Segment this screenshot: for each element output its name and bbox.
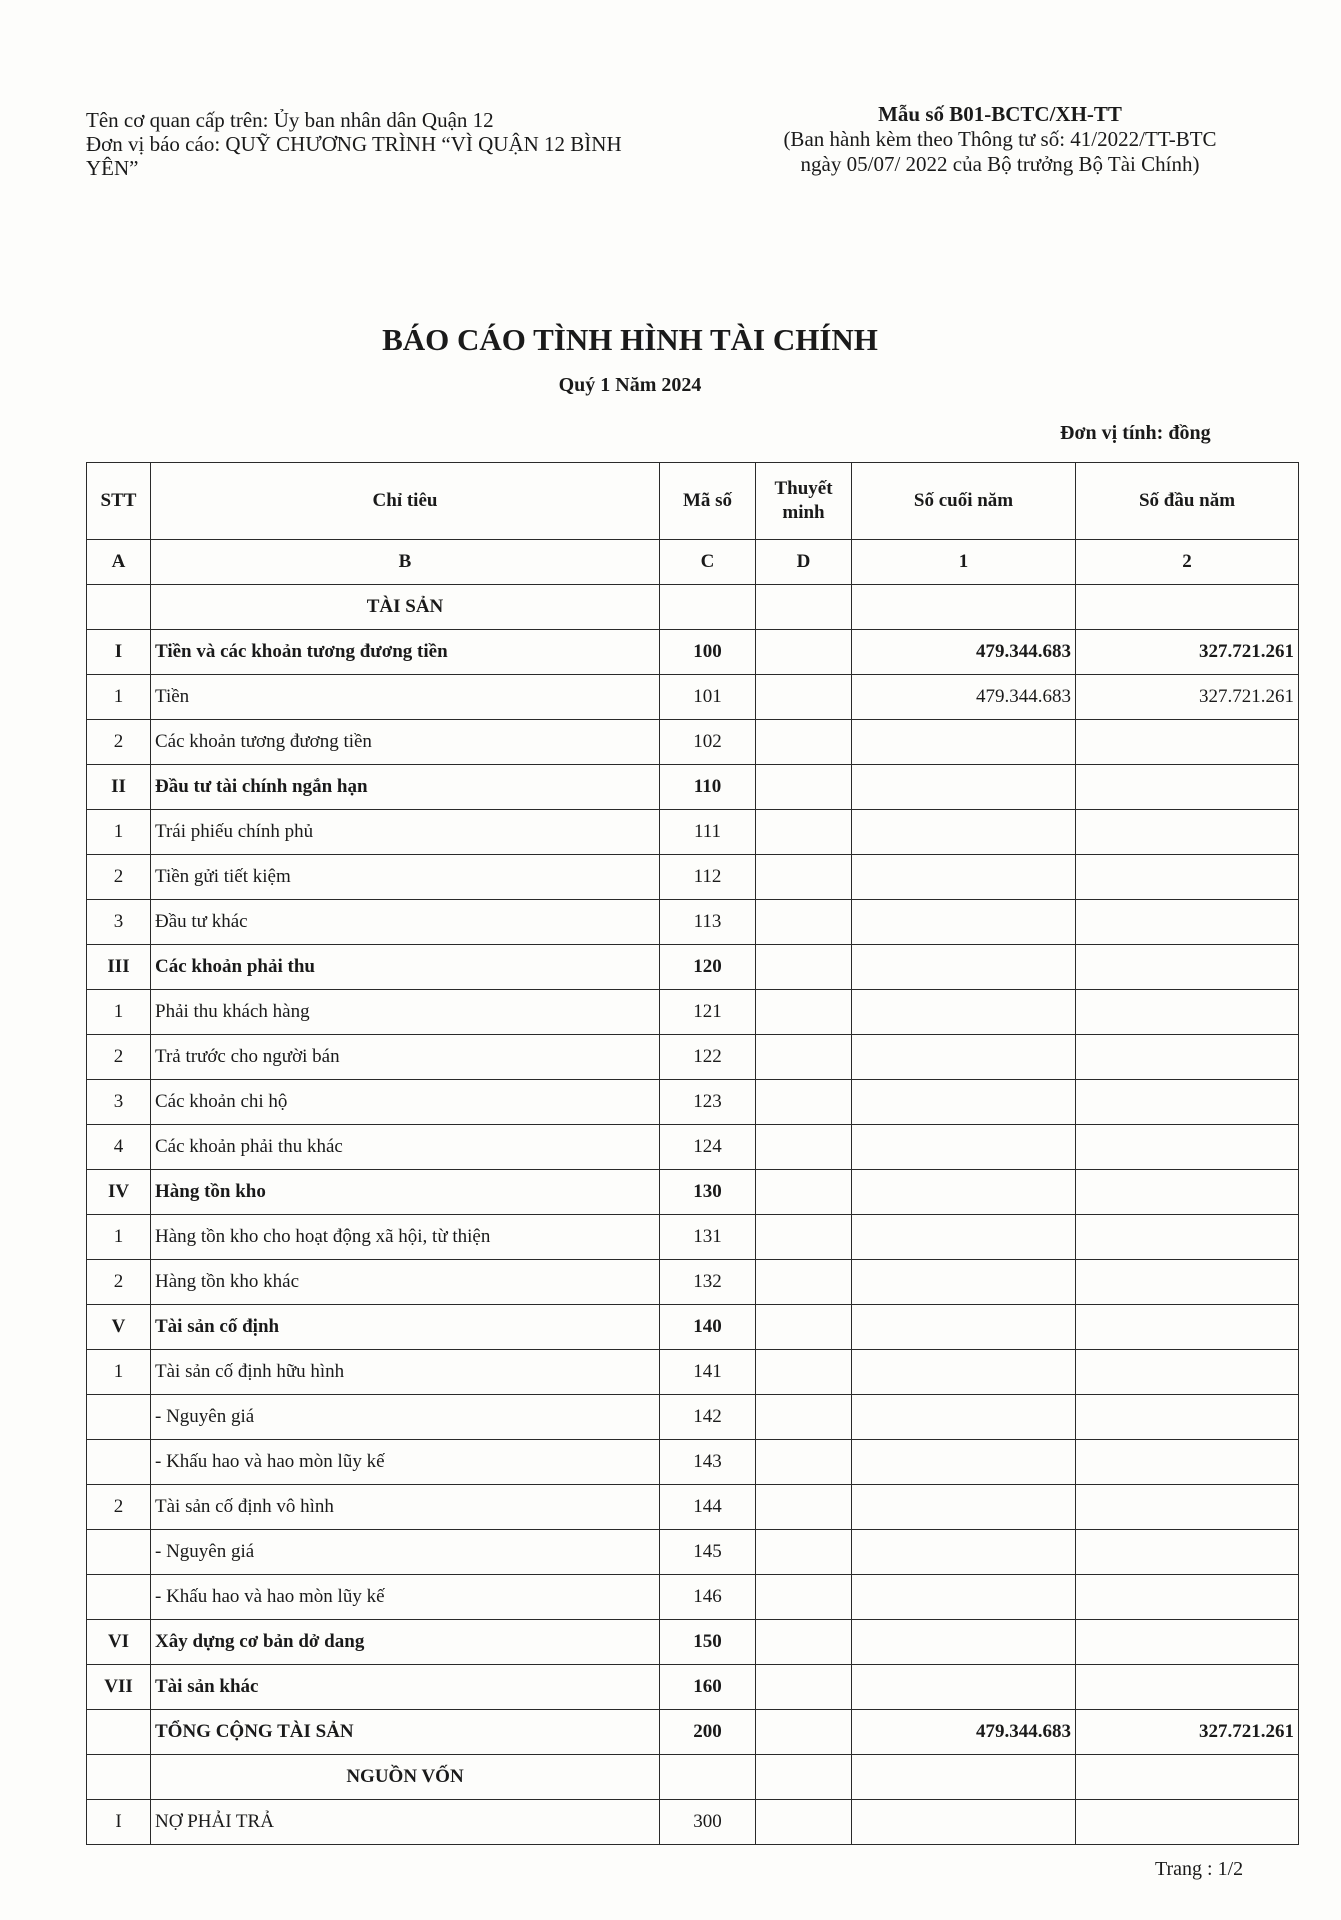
- row-stt: [87, 1710, 151, 1755]
- row-stt: 2: [87, 855, 151, 900]
- table-row: [87, 720, 1299, 765]
- row-end-value: 479.344.683: [852, 1710, 1076, 1755]
- row-begin-value: [1076, 1800, 1299, 1845]
- row-end-value: [852, 1170, 1076, 1215]
- row-indicator: Tiền gửi tiết kiệm: [151, 855, 660, 900]
- row-stt: 2: [87, 1485, 151, 1530]
- row-stt: I: [87, 630, 151, 675]
- row-note: [756, 585, 852, 630]
- row-stt: 1: [87, 990, 151, 1035]
- table-row: [87, 1260, 1299, 1305]
- row-stt: 1: [87, 675, 151, 720]
- report-period: Quý 1 Năm 2024: [558, 374, 702, 396]
- row-indicator: Hàng tồn kho: [151, 1170, 660, 1215]
- table-row: [87, 1530, 1299, 1575]
- letter-2: 2: [1076, 540, 1299, 585]
- row-indicator: Các khoản chi hộ: [151, 1080, 660, 1125]
- table-row: [87, 765, 1299, 810]
- table-row: [87, 1440, 1299, 1485]
- col-indicator: Chỉ tiêu: [151, 463, 660, 540]
- row-begin-value: [1076, 1350, 1299, 1395]
- row-begin-value: [1076, 900, 1299, 945]
- row-note: [756, 675, 852, 720]
- report-title: BÁO CÁO TÌNH HÌNH TÀI CHÍNH: [382, 322, 878, 357]
- row-indicator: Hàng tồn kho cho hoạt động xã hội, từ thiện: [151, 1215, 660, 1260]
- row-end-value: [852, 1215, 1076, 1260]
- row-note: [756, 1440, 852, 1485]
- row-begin-value: [1076, 1305, 1299, 1350]
- row-stt: IV: [87, 1170, 151, 1215]
- row-code: 200: [660, 1710, 756, 1755]
- table-header-row: [87, 463, 1299, 540]
- row-note: [756, 1350, 852, 1395]
- table-row: [87, 945, 1299, 990]
- row-stt: [87, 1440, 151, 1485]
- row-code: 140: [660, 1305, 756, 1350]
- row-end-value: [852, 1575, 1076, 1620]
- row-begin-value: [1076, 1260, 1299, 1305]
- row-code: 300: [660, 1800, 756, 1845]
- row-stt: 3: [87, 900, 151, 945]
- col-code: Mã số: [660, 463, 756, 540]
- row-indicator: TỔNG CỘNG TÀI SẢN: [151, 1710, 660, 1755]
- row-code: 110: [660, 765, 756, 810]
- row-end-value: [852, 765, 1076, 810]
- row-stt: 1: [87, 810, 151, 855]
- row-end-value: [852, 1440, 1076, 1485]
- row-stt: I: [87, 1800, 151, 1845]
- row-begin-value: [1076, 1215, 1299, 1260]
- row-code: 144: [660, 1485, 756, 1530]
- row-code: 142: [660, 1395, 756, 1440]
- header-left: [86, 108, 726, 180]
- row-code: 141: [660, 1350, 756, 1395]
- table-row: [87, 810, 1299, 855]
- row-indicator: NỢ PHẢI TRẢ: [151, 1800, 660, 1845]
- row-end-value: [852, 1035, 1076, 1080]
- row-code: 113: [660, 900, 756, 945]
- table-row: [87, 1125, 1299, 1170]
- col-begin-year: Số đầu năm: [1076, 463, 1299, 540]
- row-end-value: [852, 720, 1076, 765]
- row-stt: [87, 585, 151, 630]
- row-note: [756, 765, 852, 810]
- reporting-unit-line2: YÊN”: [86, 156, 139, 180]
- col-stt: STT: [87, 463, 151, 540]
- row-end-value: [852, 855, 1076, 900]
- row-note: [756, 1125, 852, 1170]
- row-code: 145: [660, 1530, 756, 1575]
- row-indicator: Tài sản cố định vô hình: [151, 1485, 660, 1530]
- row-stt: V: [87, 1305, 151, 1350]
- row-end-value: [852, 1755, 1076, 1800]
- table-row: [87, 1170, 1299, 1215]
- row-code: 102: [660, 720, 756, 765]
- row-indicator: Các khoản phải thu: [151, 945, 660, 990]
- table-row: [87, 1665, 1299, 1710]
- row-stt: VI: [87, 1620, 151, 1665]
- row-note: [756, 1215, 852, 1260]
- table-row: [87, 1395, 1299, 1440]
- row-stt: 2: [87, 1035, 151, 1080]
- row-begin-value: 327.721.261: [1076, 675, 1299, 720]
- row-note: [756, 1035, 852, 1080]
- row-indicator: Tài sản khác: [151, 1665, 660, 1710]
- table-row: [87, 1710, 1299, 1755]
- row-note: [756, 855, 852, 900]
- row-indicator: Đầu tư khác: [151, 900, 660, 945]
- row-end-value: [852, 1080, 1076, 1125]
- row-begin-value: [1076, 1125, 1299, 1170]
- row-code: 111: [660, 810, 756, 855]
- row-code: 150: [660, 1620, 756, 1665]
- row-indicator: Các khoản tương đương tiền: [151, 720, 660, 765]
- row-indicator: - Khấu hao và hao mòn lũy kế: [151, 1575, 660, 1620]
- row-code: 122: [660, 1035, 756, 1080]
- row-note: [756, 810, 852, 855]
- row-begin-value: [1076, 1755, 1299, 1800]
- row-stt: 2: [87, 720, 151, 765]
- row-begin-value: [1076, 1620, 1299, 1665]
- row-indicator: Tiền: [151, 675, 660, 720]
- row-begin-value: [1076, 765, 1299, 810]
- row-begin-value: [1076, 1080, 1299, 1125]
- row-indicator: Tài sản cố định hữu hình: [151, 1350, 660, 1395]
- row-begin-value: [1076, 1395, 1299, 1440]
- row-begin-value: [1076, 1035, 1299, 1080]
- row-note: [756, 1530, 852, 1575]
- row-stt: II: [87, 765, 151, 810]
- currency-unit: Đơn vị tính: đồng: [1060, 422, 1211, 444]
- row-indicator: Phải thu khách hàng: [151, 990, 660, 1035]
- row-begin-value: [1076, 720, 1299, 765]
- page-number: Trang : 1/2: [1155, 1858, 1244, 1880]
- row-end-value: 479.344.683: [852, 675, 1076, 720]
- row-end-value: 479.344.683: [852, 630, 1076, 675]
- letter-1: 1: [852, 540, 1076, 585]
- row-begin-value: 327.721.261: [1076, 1710, 1299, 1755]
- row-begin-value: [1076, 1665, 1299, 1710]
- row-end-value: [852, 900, 1076, 945]
- letter-b: B: [151, 540, 660, 585]
- row-code: 100: [660, 630, 756, 675]
- row-note: [756, 1620, 852, 1665]
- letter-d: D: [756, 540, 852, 585]
- table-row: [87, 1350, 1299, 1395]
- row-begin-value: [1076, 855, 1299, 900]
- row-note: [756, 1305, 852, 1350]
- row-note: [756, 990, 852, 1035]
- row-stt: 2: [87, 1260, 151, 1305]
- row-begin-value: [1076, 1440, 1299, 1485]
- row-end-value: [852, 1260, 1076, 1305]
- row-end-value: [852, 1485, 1076, 1530]
- table-row: [87, 1215, 1299, 1260]
- row-indicator: NGUỒN VỐN: [151, 1755, 660, 1800]
- row-code: 124: [660, 1125, 756, 1170]
- row-end-value: [852, 585, 1076, 630]
- table-row: [87, 1035, 1299, 1080]
- row-end-value: [852, 1530, 1076, 1575]
- table-row: [87, 990, 1299, 1035]
- row-note: [756, 1710, 852, 1755]
- row-note: [756, 1485, 852, 1530]
- form-note-line1: (Ban hành kèm theo Thông tư số: 41/2022/TT-BTC: [783, 127, 1217, 151]
- row-code: 123: [660, 1080, 756, 1125]
- row-end-value: [852, 1665, 1076, 1710]
- row-code: 131: [660, 1215, 756, 1260]
- row-note: [756, 1800, 852, 1845]
- table-row: [87, 1800, 1299, 1845]
- row-note: [756, 720, 852, 765]
- table-row: [87, 1755, 1299, 1800]
- row-note: [756, 1260, 852, 1305]
- table-row: [87, 585, 1299, 630]
- letter-c: C: [660, 540, 756, 585]
- table-row: [87, 1305, 1299, 1350]
- row-code: 160: [660, 1665, 756, 1710]
- row-code: 112: [660, 855, 756, 900]
- row-note: [756, 900, 852, 945]
- table-row: [87, 675, 1299, 720]
- financial-table: [86, 462, 1299, 1845]
- row-begin-value: [1076, 1485, 1299, 1530]
- col-note: Thuyết minh: [756, 463, 852, 540]
- table-row: [87, 630, 1299, 675]
- row-indicator: Tài sản cố định: [151, 1305, 660, 1350]
- row-begin-value: [1076, 1575, 1299, 1620]
- row-indicator: Các khoản phải thu khác: [151, 1125, 660, 1170]
- row-indicator: - Khấu hao và hao mòn lũy kế: [151, 1440, 660, 1485]
- row-stt: VII: [87, 1665, 151, 1710]
- row-stt: [87, 1755, 151, 1800]
- table-row: [87, 900, 1299, 945]
- row-end-value: [852, 1125, 1076, 1170]
- row-indicator: Trả trước cho người bán: [151, 1035, 660, 1080]
- row-indicator: Đầu tư tài chính ngắn hạn: [151, 765, 660, 810]
- row-end-value: [852, 1620, 1076, 1665]
- reporting-unit-line1: Đơn vị báo cáo: QUỸ CHƯƠNG TRÌNH “VÌ QUẬN 12 BÌNH: [86, 132, 622, 156]
- row-indicator: TÀI SẢN: [151, 585, 660, 630]
- row-begin-value: [1076, 1170, 1299, 1215]
- row-note: [756, 1755, 852, 1800]
- row-code: 120: [660, 945, 756, 990]
- table-row: [87, 1620, 1299, 1665]
- row-end-value: [852, 945, 1076, 990]
- row-stt: [87, 1395, 151, 1440]
- row-begin-value: [1076, 990, 1299, 1035]
- row-note: [756, 1170, 852, 1215]
- table-row: [87, 1080, 1299, 1125]
- row-indicator: Trái phiếu chính phủ: [151, 810, 660, 855]
- row-code: 121: [660, 990, 756, 1035]
- row-indicator: Hàng tồn kho khác: [151, 1260, 660, 1305]
- column-letters-row: [87, 540, 1299, 585]
- row-end-value: [852, 1350, 1076, 1395]
- parent-agency: Tên cơ quan cấp trên: Ủy ban nhân dân Quận 12: [86, 108, 494, 132]
- header-right: [740, 102, 1260, 177]
- row-note: [756, 1665, 852, 1710]
- row-begin-value: [1076, 1530, 1299, 1575]
- row-end-value: [852, 1395, 1076, 1440]
- row-end-value: [852, 990, 1076, 1035]
- row-end-value: [852, 1305, 1076, 1350]
- table-row: [87, 1485, 1299, 1530]
- row-begin-value: [1076, 810, 1299, 855]
- row-stt: [87, 1530, 151, 1575]
- row-stt: [87, 1575, 151, 1620]
- row-end-value: [852, 810, 1076, 855]
- row-code: 143: [660, 1440, 756, 1485]
- row-stt: 1: [87, 1215, 151, 1260]
- row-stt: 1: [87, 1350, 151, 1395]
- row-code: 130: [660, 1170, 756, 1215]
- row-note: [756, 630, 852, 675]
- row-note: [756, 1395, 852, 1440]
- col-end-year: Số cuối năm: [852, 463, 1076, 540]
- row-stt: III: [87, 945, 151, 990]
- row-begin-value: 327.721.261: [1076, 630, 1299, 675]
- row-indicator: Xây dựng cơ bản dở dang: [151, 1620, 660, 1665]
- row-begin-value: [1076, 945, 1299, 990]
- table-row: [87, 1575, 1299, 1620]
- row-stt: 4: [87, 1125, 151, 1170]
- row-note: [756, 945, 852, 990]
- row-note: [756, 1575, 852, 1620]
- row-indicator: - Nguyên giá: [151, 1395, 660, 1440]
- row-code: [660, 1755, 756, 1800]
- row-code: 101: [660, 675, 756, 720]
- row-code: 132: [660, 1260, 756, 1305]
- form-note-line2: ngày 05/07/ 2022 của Bộ trưởng Bộ Tài Chính): [800, 152, 1200, 176]
- form-code: Mẫu số B01-BCTC/XH-TT: [878, 102, 1122, 126]
- table-row: [87, 855, 1299, 900]
- row-code: [660, 585, 756, 630]
- row-indicator: - Nguyên giá: [151, 1530, 660, 1575]
- row-indicator: Tiền và các khoản tương đương tiền: [151, 630, 660, 675]
- row-stt: 3: [87, 1080, 151, 1125]
- row-code: 146: [660, 1575, 756, 1620]
- letter-a: A: [87, 540, 151, 585]
- row-note: [756, 1080, 852, 1125]
- row-end-value: [852, 1800, 1076, 1845]
- row-begin-value: [1076, 585, 1299, 630]
